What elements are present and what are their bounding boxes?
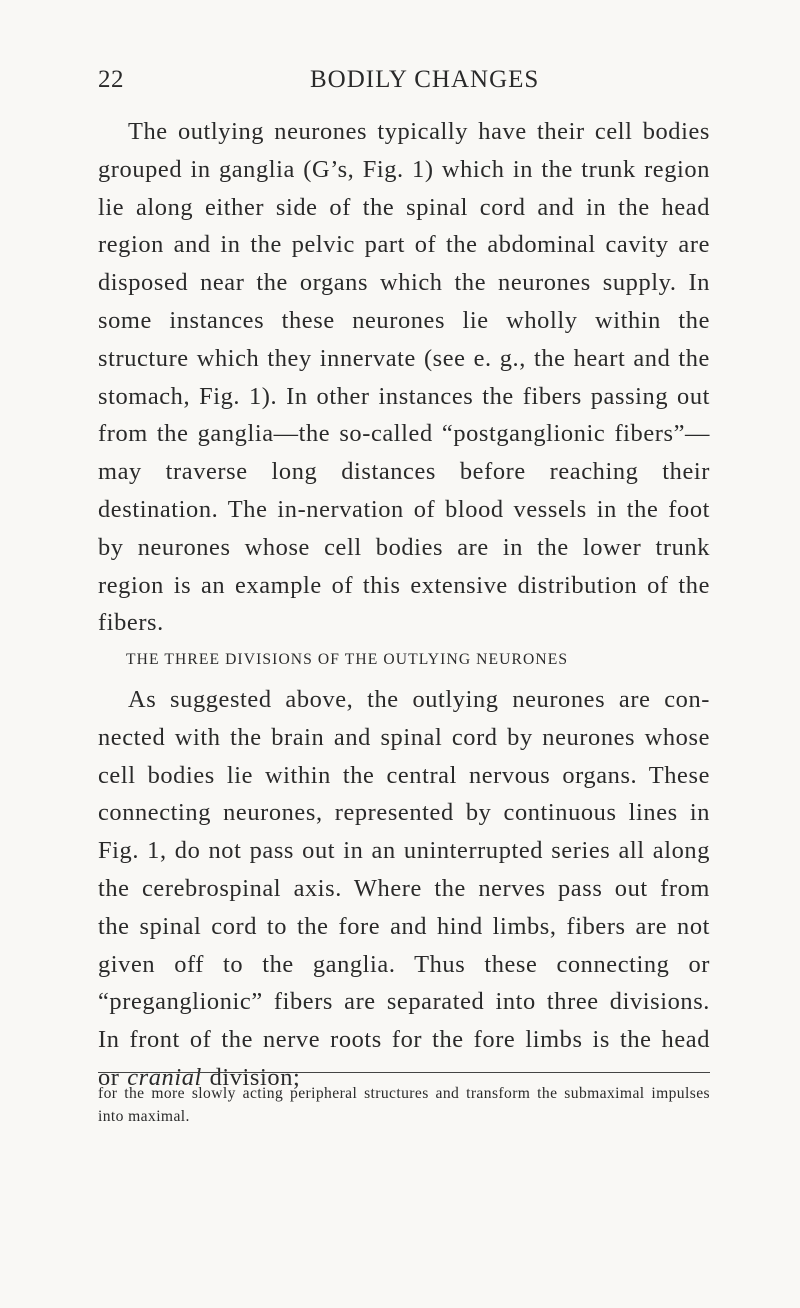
body-paragraph-1: The outlying neurones typically have their cell bodies grouped in ganglia (G’s, Fig. 1) which in the trunk region lie along either side of the spinal cord and in the head region and in the pelvic part of the abdominal cavity are disposed near the organs which the neurones supply. In some instances these neurones lie wholly within the structure which they innervate (see e. g., the heart and the stomach, Fig. 1). In other instances the fibers passing out from the ganglia—the so-called “postganglionic fibers”—may traverse long distances before reaching their destination. The in-nervation of blood vessels in the foot by neurones whose cell bodies are in the lower trunk region is an example of this extensive distribution of the fibers. xyxy=(98,118,710,637)
body-paragraph-1-container xyxy=(98,113,710,642)
page-header xyxy=(98,66,710,106)
body-paragraph-2 xyxy=(98,681,710,1097)
footnote xyxy=(98,1083,710,1128)
body-paragraph-2-container xyxy=(98,681,710,1097)
footnote-text: for the more slowly acting peripheral structures and transform the submaximal impulses into maximal. xyxy=(98,1085,710,1125)
running-head: BODILY CHANGES xyxy=(310,66,540,93)
section-heading: THE THREE DIVISIONS OF THE OUTLYING NEURONES xyxy=(126,651,569,668)
italic-term-cranial: cranial xyxy=(127,1063,202,1091)
page-number: 22 xyxy=(98,66,124,93)
footnote-divider xyxy=(98,1072,710,1073)
paragraph-2-text-end: division; xyxy=(201,1063,301,1091)
paragraph-2-text-start: As suggested above, the outlying neurones are con-nected with the brain and spinal cord by neurones whose cell bodies lie within the central nervous organs. These connecting neurones, represented by continuous lines in Fig. 1, do not pass out in an uninterrupted series all along the cerebrospinal axis. Where the nerves pass out from the spinal cord to the fore and hind limbs, fibers are not given off to the ganglia. Thus these connecting or “preganglionic” fibers are separated into three divisions. In front of the nerve roots for the fore limbs is the head or xyxy=(98,686,710,1091)
